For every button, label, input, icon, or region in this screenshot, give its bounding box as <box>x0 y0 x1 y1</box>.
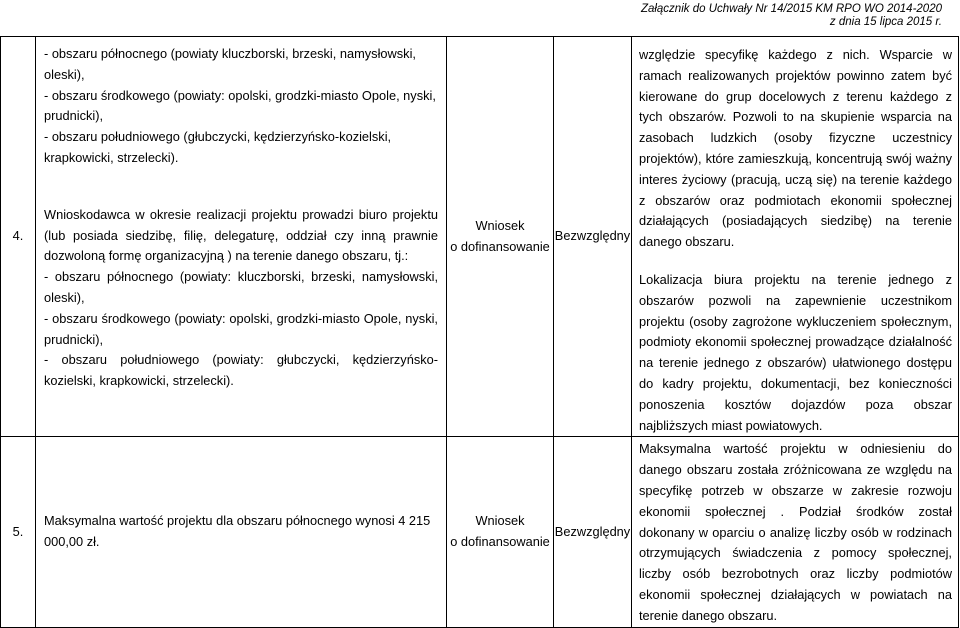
verification-method <box>447 437 554 627</box>
row-number: 4. <box>1 37 36 437</box>
area-list-top: - obszaru północnego (powiaty kluczborski, brzeski, namysłowski, oleski), - obszaru środkowego (powiaty: opolski, grodzki-miasto Opole, nyski, prudnicki), - obszaru południowego (głubczycki, kędzierzyńsko-kozielski, krapkowicki, strzelecki). <box>44 46 436 165</box>
table-row-4 <box>1 37 959 437</box>
verification-line-1: Wniosek <box>475 217 525 233</box>
criteria-table <box>0 36 959 628</box>
verification-line-2: o dofinansowanie <box>450 533 550 549</box>
area-list-criterion: - obszaru północnego (powiaty: kluczborski, brzeski, namysłowski, oleski), - obszaru środkowego (powiaty: opolski, grodzki-miasto Opole, nyski, prudnicki), - obszaru południowego (powiaty: głubczycki, kędzierzyńsko-kozielski, krapkowicki, strzelecki). <box>44 269 438 389</box>
header-line-1: Załącznik do Uchwały Nr 14/2015 KM RPO WO 2014-2020 <box>640 3 942 15</box>
criterion-cell <box>36 37 447 437</box>
justification-bottom: Lokalizacja biura projektu na terenie jednego z obszarów pozwoli na zapewnienie uczestnikom projektu (osoby zagrożone wykluczeniem społecznym, podmioty ekonomii społecznej prowadzące działalność na terenie jednego z obszarów) ułatwionego dostępu do kadry projektu, dokumentacji, bez konieczności ponoszenia kosztów dojazdów poza obszar najbliższych miast powiatowych. <box>639 271 952 433</box>
justification-cell <box>632 437 959 627</box>
criterion-type: Bezwzględny <box>554 37 632 437</box>
verification-line-1: Wniosek <box>475 513 525 529</box>
row-number: 5. <box>1 437 36 627</box>
header-line-2: z dnia 15 lipca 2015 r. <box>829 16 942 28</box>
justification-cell <box>632 37 959 437</box>
criterion-type: Bezwzględny <box>554 437 632 627</box>
criterion-cell <box>36 437 447 627</box>
justification-text: Maksymalna wartość projektu w odniesieniu do danego obszaru została zróżnicowana ze względu na specyfikę potrzeb w obszarze w zakresie rozwoju ekonomii społecznej . Podział środków został dokonany w oparciu o analizę liczby osób w rodzinach otrzymujących świadczenia z pomocy społecznej, liczby osób bezrobotnych oraz liczby podmiotów ekonomii społecznej działających w powiatach na terenie danego obszaru. <box>639 441 952 623</box>
document-header <box>641 3 942 29</box>
table-row-5 <box>1 437 959 627</box>
verification-line-2: o dofinansowanie <box>450 238 550 254</box>
verification-method <box>447 37 554 437</box>
criterion-description: Maksymalna wartość projektu dla obszaru północnego wynosi 4 215 000,00 zł. <box>44 513 431 549</box>
justification-top: względzie specyfikę każdego z nich. Wsparcie w ramach realizowanych projektów powinno zatem być kierowane do grup docelowych z terenu każdego z tych obszarów. Pozwoli to na skupienie wsparcia na zasobach ludzkich (osoby fizyczne uczestnicy projektów), które zamieszkują, koncentrują swój ważny interes życiowy (pracują, uczą się) na terenie każdego z obszarów oraz podmiotach ekonomii społecznej działających (posiadających siedzibę) na terenie danego obszaru. <box>639 47 952 250</box>
criterion-description: Wnioskodawca w okresie realizacji projektu prowadzi biuro projektu (lub posiada siedzibę, filię, delegaturę, oddział czy inną prawnie dozwoloną formę organizacyjną ) na terenie danego obszaru, tj.: <box>44 206 438 264</box>
